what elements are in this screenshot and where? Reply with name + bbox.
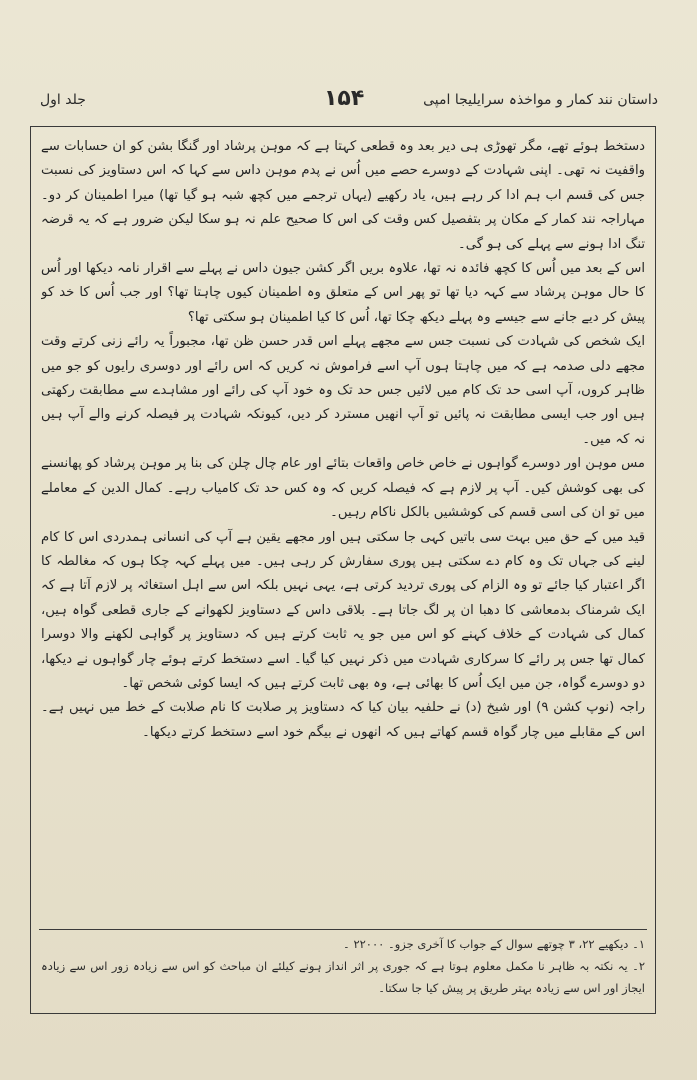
footnote: ۲۔ یہ نکتہ بہ ظاہر نا مکمل معلوم ہوتا ہے کہ جوری پر اثر انداز ہونے کیلئے ان مباحث کو اس سے زیادہ زور اس سے زیادہ ایجاز اور اس سے زیادہ بہتر طریق پر پیش کیا جا سکتا۔ bbox=[41, 959, 645, 995]
running-title: داستان نند کمار و مواخذہ سرایلیجا امپی bbox=[423, 92, 658, 108]
paragraph: دستخط ہوئے تھے، مگر تھوڑی ہی دیر بعد وہ قطعی کہتا ہے کہ موہن پرشاد اور گنگا بشن کو ان حسابات سے واقفیت نہ تھی۔ اپنی شہادت کے دوسرے حصے میں اُس نے پدم موہن داس سے کہا کہ اس دستاویز کی نسبت جس کی قسم اب ہم ادا کر رہے ہیں، یاد رکھیے (یہاں ترجمے میں کچھ شبہ ہو گیا تھا) میرا اطمینان کر دو۔ مہاراجہ نند کمار کے مکان پر بتفصیل کس وقت کی اس کا صحیح علم نہ ہو سکا لیکن ضرور ہے کہ یہ قرضہ تنگ ادا ہونے سے پہلے کی ہو گی۔ bbox=[41, 139, 645, 252]
running-header bbox=[34, 86, 664, 120]
paragraph: ایک شخص کی شہادت کی نسبت جس سے مجھے پہلے اس قدر حسن ظن تھا، مجبوراً یہ رائے زنی کرتے وقت مجھے دلی صدمہ ہے کہ میں چاہتا ہوں آپ اسے فراموش نہ کریں کہ اس رائے اور دوسری رایوں کو جو میں ظاہر کروں، آپ اسی حد تک کام میں لائیں جس حد تک وہ خود آپ کی رائے اور مشاہدے سے مطابقت رکھتی ہیں اور جب ایسی مطابقت نہ پائیں تو آپ انھیں مسترد کر دیں، کیونکہ شہادت پر فیصلہ کرنے والے آپ ہیں نہ کہ میں۔ bbox=[41, 334, 645, 447]
page-number: ۱۵۴ bbox=[324, 86, 365, 111]
main-text bbox=[41, 135, 645, 925]
paragraph: قید میں کے حق میں بہت سی باتیں کہی جا سکتی ہیں اور مجھے یقین ہے آپ کی انسانی ہمدردی اس کا کام لینے کی جہاں تک وہ کام دے سکتی ہیں پوری سفارش کر رہی ہیں۔ میں پہلے کہہ چکا ہوں کہ مغالطہ کا اگر اعتبار کیا جائے تو وہ الزام کی پوری تردید کرتی ہے، یہی نہیں بلکہ اس سے اہل استغاثہ پر لازم آتا ہے کہ ایک شرمناک بدمعاشی کا دھبا ان پر لگ جاتا ہے۔ بلاقی داس کے دستاویز لکھوانے کے جاری قطعی گواہ ہیں، کمال کی شہادت کے خلاف کہنے کو اس میں جو یہ ثابت کرتے ہیں کہ دستاویز پر گواہی لکھنے والا دوسرا کمال تھا جس پر رائے کا سرکاری شہادت میں ذکر نہیں کیا گیا۔ اسے دستخط کرتے ہوئے چار گواہوں نے دیکھا، دو دوسرے گواہ، جن میں ایک اُس کا بھائی ہے، وہ بھی ثابت کرتے ہیں کہ ایسا کوئی شخص تھا۔ bbox=[41, 529, 645, 691]
paragraph: مس موہن اور دوسرے گواہوں نے خاص خاص واقعات بتائے اور عام چال چلن کی بنا پر موہن پرشاد کو پھانسنے کی بھی کوشش کیں۔ آپ پر لازم ہے کہ فیصلہ کریں کہ وہ کس حد تک کامیاب رہے۔ کمال الدین کے معاملے میں تو ان کی اسی قسم کی کوششیں بالکل ناکام رہیں۔ bbox=[41, 456, 645, 521]
footnote: ۱۔ دیکھیے ۲۲، ۳ چوتھے سوال کے جواب کا آخری جزو۔ ۲۲۰۰۰ ۔ bbox=[343, 937, 645, 951]
footnotes bbox=[41, 933, 645, 1005]
paragraph: اس کے بعد میں اُس کا کچھ فائدہ نہ تھا، علاوہ بریں اگر کشن جیون داس نے پہلے سے اقرار نامہ دیکھا اور اُس کا حال موہن پرشاد سے کہہ دیا تھا تو پھر اس کے متعلق وہ اطمینان کیوں چاہتا تھا؟ اور جب اُس کا خد کو پیش کر دیے جانے سے جیسے وہ پہلے دیکھ چکا تھا، اُس کا کیا اطمینان ہو سکتی تھا؟ bbox=[41, 261, 645, 325]
paragraph: راجہ (نوپ کشن ۹) اور شیخ (د) نے حلفیہ بیان کیا کہ دستاویز پر صلابت کا نام صلابت کے خط میں نہیں ہے۔ اس کے مقابلے میں چار گواہ قسم کھاتے ہیں کہ انھوں نے بیگم خود اسے دستخط کرتے دیکھا۔ bbox=[41, 700, 645, 740]
text-frame bbox=[30, 126, 656, 1014]
footnote-divider bbox=[39, 929, 647, 930]
volume-label: جلد اول bbox=[40, 92, 86, 108]
